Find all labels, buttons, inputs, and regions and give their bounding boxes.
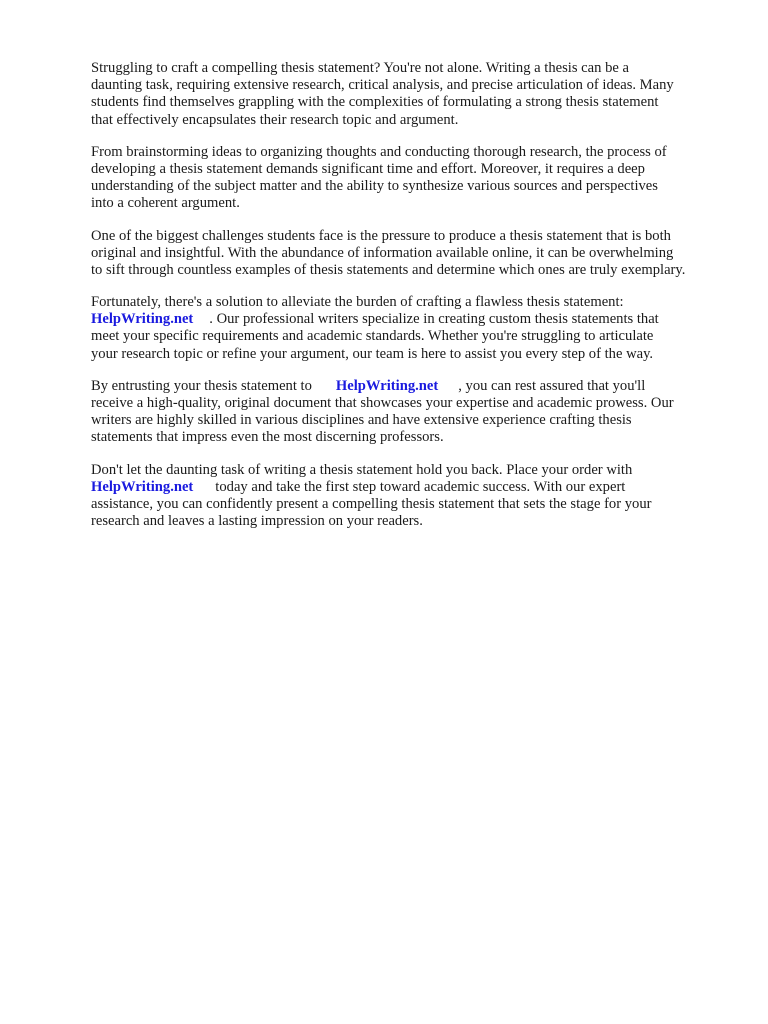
paragraph-call-to-action	[91, 462, 731, 531]
text-line: developing a thesis statement demands significant time and effort. Moreover, it requires a deep	[91, 160, 645, 177]
helpwriting-link[interactable]: HelpWriting.net	[91, 478, 194, 495]
text-line: meet your specific requirements and academic standards. Whether you're struggling to articulate	[91, 328, 654, 345]
text-line	[91, 479, 731, 496]
paragraph-process	[91, 144, 731, 213]
text-line: that effectively encapsulates their research topic and argument.	[91, 111, 459, 128]
text-line: into a coherent argument.	[91, 195, 240, 212]
document-body	[91, 60, 731, 545]
text-line: One of the biggest challenges students face is the pressure to produce a thesis statement that is both	[91, 227, 671, 244]
text-line: From brainstorming ideas to organizing thoughts and conducting thorough research, the process of	[91, 143, 667, 160]
text-line	[91, 378, 731, 395]
paragraph-challenges	[91, 228, 731, 280]
text-line: to sift through countless examples of thesis statements and determine which ones are truly exemplary.	[91, 261, 686, 278]
paragraph-intro	[91, 60, 731, 129]
helpwriting-link[interactable]: HelpWriting.net	[91, 311, 194, 328]
text-segment: today and take the first step toward academic success. With our expert	[215, 478, 626, 495]
text-line: Don't let the daunting task of writing a thesis statement hold you back. Place your order with	[91, 461, 633, 478]
text-line: writers are highly skilled in various disciplines and have extensive experience crafting thesis	[91, 412, 632, 429]
text-line: original and insightful. With the abundance of information available online, it can be overwhelming	[91, 244, 674, 261]
text-line	[91, 311, 731, 328]
text-line: Fortunately, there's a solution to alleviate the burden of crafting a flawless thesis statement:	[91, 294, 624, 311]
helpwriting-link[interactable]: HelpWriting.net	[335, 377, 439, 394]
text-line: Struggling to craft a compelling thesis statement? You're not alone. Writing a thesis can be a	[91, 60, 629, 76]
text-segment: . Our professional writers specialize in creating custom thesis statements that	[209, 311, 659, 328]
text-line: daunting task, requiring extensive research, critical analysis, and precise articulation of ideas. Many	[91, 77, 674, 94]
text-line: research and leaves a lasting impression on your readers.	[91, 513, 423, 530]
text-segment: By entrusting your thesis statement to	[91, 377, 312, 394]
text-line: statements that impress even the most discerning professors.	[91, 429, 444, 446]
text-line: students find themselves grappling with the complexities of formulating a strong thesis statement	[91, 94, 659, 111]
text-line: understanding of the subject matter and the ability to synthesize various sources and perspectives	[91, 178, 658, 195]
paragraph-solution	[91, 294, 731, 363]
text-line: assistance, you can confidently present a compelling thesis statement that sets the stage for your	[91, 495, 652, 512]
text-segment: , you can rest assured that you'll	[458, 377, 646, 394]
paragraph-entrusting	[91, 378, 731, 447]
text-line: receive a high-quality, original document that showcases your expertise and academic prowess. Our	[91, 395, 674, 411]
text-line: your research topic or refine your argument, our team is here to assist you every step of the way.	[91, 345, 654, 362]
